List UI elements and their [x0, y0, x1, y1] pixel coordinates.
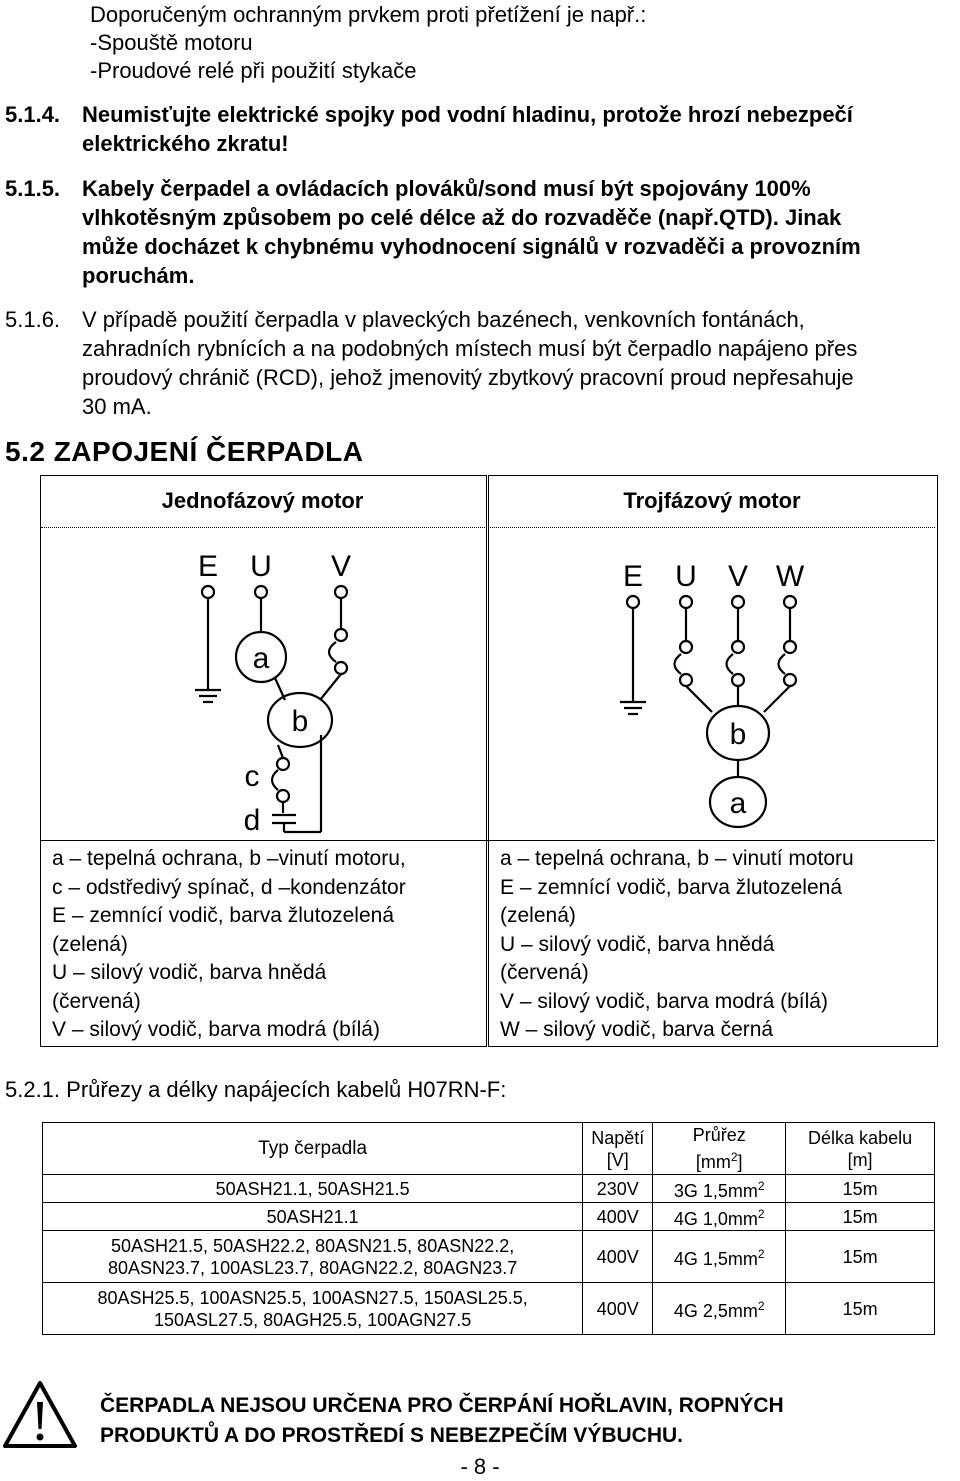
terminal-v: [335, 586, 347, 598]
legend-line: a – tepelná ochrana, b –vinutí motoru,: [52, 847, 406, 870]
warning-triangle-icon: [2, 1380, 78, 1450]
single-phase-legend: [52, 845, 406, 1045]
cell-text: 4G 1,0mm: [673, 1209, 758, 1229]
cell-voltage: 230V: [583, 1175, 653, 1203]
terminal-v: [732, 596, 744, 608]
header-line: ]: [737, 1152, 743, 1172]
cell-section: [653, 1231, 786, 1283]
terminal-e-label: E: [622, 560, 644, 593]
table-header-row: [43, 1123, 935, 1175]
label-b: b: [291, 705, 309, 738]
terminal-w-label: W: [775, 560, 805, 593]
single-phase-heading: Jednofázový motor: [161, 488, 364, 513]
section-title: 5.2 ZAPOJENÍ ČERPADLA: [5, 436, 364, 467]
cables-title: 5.2.1. Průřezy a délky napájecích kabelů H07RN-F:: [5, 1077, 507, 1102]
superscript: 2: [757, 1299, 765, 1313]
header-line: [m]: [847, 1149, 873, 1170]
cell-type: [43, 1231, 583, 1283]
warning-text: [100, 1391, 784, 1451]
table-row: [43, 1231, 935, 1283]
cell-section: [653, 1283, 786, 1335]
terminal-e-label: E: [197, 550, 219, 583]
superscript: 2: [757, 1179, 765, 1193]
cell-voltage: 400V: [583, 1203, 653, 1231]
cell-text: 4G 1,5mm: [673, 1249, 758, 1269]
text-line: vlhkotěsným způsobem po celé délce až do rozvaděče (např.QTD). Jinak: [82, 205, 842, 230]
header-line: Průřez: [692, 1125, 746, 1145]
legend-line: E – zemnící vodič, barva žlutozelená: [52, 904, 395, 927]
label-d: d: [243, 804, 261, 837]
label-a: a: [729, 787, 747, 820]
legend-line: (zelená): [500, 904, 576, 927]
terminal-u-label: U: [675, 560, 697, 593]
legend-line: V – silový vodič, barva modrá (bílá): [500, 989, 828, 1013]
header-line: [V]: [606, 1149, 629, 1170]
cell-type: 50ASH21.1, 50ASH21.5: [43, 1175, 583, 1203]
legend-line: (červená): [500, 961, 589, 984]
legend-line: U – silový vodič, barva hnědá: [52, 961, 327, 984]
cell-type: [43, 1283, 583, 1335]
cell-text: 3G 1,5mm: [673, 1181, 758, 1201]
header-line: Délka kabelu: [808, 1127, 913, 1148]
cell-length: 15m: [786, 1203, 935, 1231]
three-phase-legend: [500, 845, 854, 1045]
cell-section: [653, 1175, 786, 1203]
warning-line: PRODUKTŮ A DO PROSTŘEDÍ S NEBEZPEČÍM VÝBUCHU.: [100, 1424, 683, 1447]
table-row: [43, 1175, 935, 1203]
header-type: Typ čerpadla: [43, 1123, 583, 1175]
legend-line: E – zemnící vodič, barva žlutozelená: [500, 875, 843, 899]
paragraph-number: 5.1.6.: [5, 307, 61, 332]
text-line: V případě použití čerpadla v plaveckých bazénech, venkovních fontánách,: [82, 307, 805, 332]
legend-line: W – silový vodič, barva černá: [500, 1018, 774, 1041]
cell-voltage: 400V: [583, 1283, 653, 1335]
cables-table: [42, 1122, 935, 1335]
cell-text: 4G 2,5mm: [673, 1301, 758, 1321]
superscript: 2: [730, 1150, 738, 1164]
page-number: - 8 -: [460, 1454, 500, 1479]
intro-line-3: -Proudové relé při použití stykače: [90, 58, 417, 83]
paragraph-number: 5.1.5.: [5, 176, 61, 201]
header-line: Napětí: [591, 1127, 645, 1148]
text-line: může docházet k chybnému vyhodnocení signálů v rozvaděči a provozním: [82, 234, 861, 259]
terminal-u: [255, 586, 267, 598]
legend-line: a – tepelná ochrana, b – vinutí motoru: [500, 847, 854, 870]
paragraph-number: 5.1.4.: [5, 102, 61, 127]
text-line: 30 mA.: [82, 394, 152, 419]
intro-line-1: Doporučeným ochranným prvkem proti přetížení je např.:: [90, 2, 647, 27]
legend-line: (zelená): [52, 932, 128, 956]
label-b: b: [729, 718, 747, 751]
cell-line: 80ASH25.5, 100ASN25.5, 100ASN27.5, 150ASL25.5,: [97, 1287, 528, 1308]
superscript: 2: [757, 1207, 765, 1221]
terminal-e: [202, 586, 214, 598]
cell-line: 80ASN23.7, 100ASL23.7, 80AGN22.2, 80AGN23.7: [107, 1257, 518, 1278]
text-line: elektrického zkratu!: [82, 131, 289, 156]
cell-section: [653, 1203, 786, 1231]
header-line: [mm: [695, 1152, 731, 1172]
cell-type: 50ASH21.1: [43, 1203, 583, 1231]
text-line: proudový chránič (RCD), jehož jmenovitý zbytkový pracovní proud nepřesahuje: [82, 365, 854, 390]
legend-line: (červená): [52, 989, 141, 1013]
cell-voltage: 400V: [583, 1231, 653, 1283]
text-line: Neumisťujte elektrické spojky pod vodní hladinu, protože hrozí nebezpečí: [82, 102, 853, 127]
table-row: [43, 1283, 935, 1335]
legend-line: V – silový vodič, barva modrá (bílá): [52, 1018, 380, 1041]
warning-line: ČERPADLA NEJSOU URČENA PRO ČERPÁNÍ HOŘLAVIN, ROPNÝCH: [100, 1394, 784, 1417]
three-phase-heading: Trojfázový motor: [623, 488, 801, 513]
terminal-u-label: U: [250, 550, 272, 583]
intro-line-2: -Spouště motoru: [90, 30, 253, 55]
header-section: [653, 1123, 786, 1175]
text-line: Kabely čerpadel a ovládacích plováků/sond musí být spojovány 100%: [82, 176, 811, 201]
table-row: [43, 1203, 935, 1231]
text-line: zahradních rybnících a na podobných místech musí být čerpadlo napájeno přes: [82, 336, 858, 361]
superscript: 2: [757, 1247, 765, 1261]
terminal-e: [627, 596, 639, 608]
cell-line: 150ASL27.5, 80AGH25.5, 100AGN27.5: [154, 1309, 472, 1330]
header-length: [786, 1123, 935, 1175]
cell-length: 15m: [786, 1283, 935, 1335]
terminal-v-label: V: [330, 550, 352, 583]
terminal-u: [680, 596, 692, 608]
legend-line: U – silový vodič, barva hnědá: [500, 932, 775, 956]
text-line: poruchám.: [82, 263, 195, 288]
cell-line: 50ASH21.5, 50ASH22.2, 80ASN21.5, 80ASN22.2,: [110, 1235, 515, 1256]
legend-line: c – odstředivý spínač, d –kondenzátor: [52, 875, 406, 899]
label-c: c: [244, 760, 260, 793]
header-voltage: [583, 1123, 653, 1175]
label-a: a: [252, 642, 270, 675]
terminal-w: [784, 596, 796, 608]
cell-length: 15m: [786, 1175, 935, 1203]
terminal-v-label: V: [727, 560, 749, 593]
cell-length: 15m: [786, 1231, 935, 1283]
